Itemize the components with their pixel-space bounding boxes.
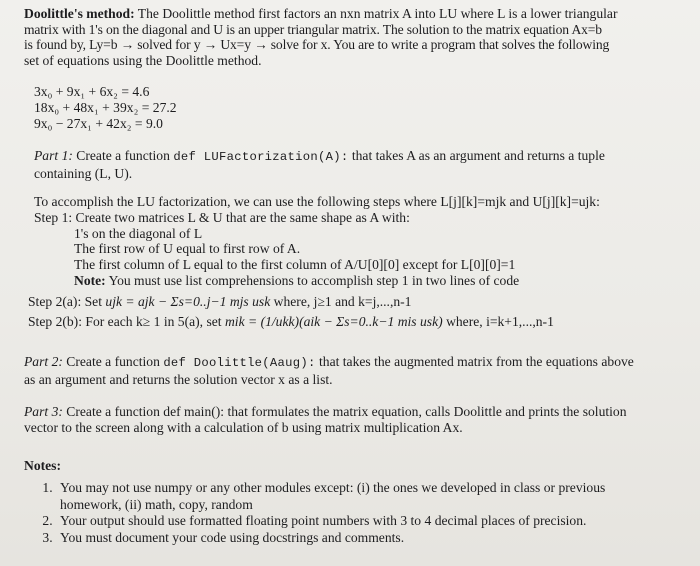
note-text: You must use list comprehensions to accomplish step 1 in two lines of code (108, 272, 520, 288)
part2-paragraph (24, 354, 634, 387)
part2-line-2: as an argument and returns the solution vector x as a list. (24, 371, 333, 387)
part2-code: def Doolittle(Aaug): (163, 356, 316, 370)
part1-label: Part 1: (34, 148, 73, 163)
notes-heading (24, 458, 61, 474)
notes-heading-text: Notes: (24, 458, 61, 473)
equation-system (34, 84, 177, 132)
lu-steps (34, 194, 600, 289)
intro-line-2: matrix with 1's on the diagonal and U is an upper triangular matrix. The solution to the matrix equation Ax=b (24, 21, 602, 37)
step-2a-rest: where, j≥1 and k=j,...,n-1 (273, 294, 412, 309)
notes-list (22, 480, 605, 546)
step-2b-rest: where, i=k+1,...,n-1 (446, 314, 554, 329)
intro-line-4: set of equations using the Doolittle method. (24, 52, 262, 68)
step-2b-label: Step 2(b): For each k≥ 1 in 5(a), set (28, 314, 222, 329)
note-item-1-line-1: 1. You may not use numpy or any other modules except: (i) the ones we developed in class or previous (60, 480, 606, 495)
intro-line-1: The Doolittle method first factors an nxn matrix A into LU where L is a lower triangular (137, 6, 618, 21)
part3-line-2: vector to the screen along with a calculation of b using matrix multiplication Ax. (24, 419, 463, 435)
part3-label: Part 3: (24, 404, 63, 419)
part1-text-b: that takes A as an argument and returns a tuple (351, 148, 605, 163)
intro-line-3: is found by, Ly=b → solved for y → Ux=y → solve for x. You are to write a program that solves the following (24, 37, 610, 52)
intro-paragraph (24, 6, 617, 68)
step-2b (28, 314, 554, 330)
step-2b-formula: mik = (1/ukk)(aik − Σs=0..k−1 mis usk) (224, 314, 443, 329)
part3-paragraph (24, 404, 627, 435)
equation-row: 9x₀ − 27x₁ + 42x₂ = 9.0 (34, 116, 163, 131)
part1-code: def LUFactorization(A): (173, 150, 349, 164)
note-item-1-line-2: homework, (ii) math, copy, random (60, 496, 253, 512)
equation-row: 18x₀ + 48x₁ + 39x₂ = 27.2 (34, 100, 177, 115)
step-1-sub-1: 1's on the diagonal of L (74, 225, 203, 241)
note-item: 3. You must document your code using docstrings and comments. (56, 530, 605, 547)
part3-line-1: Create a function def main(): that formulates the matrix equation, calls Doolittle and prints the solution (66, 404, 627, 419)
equation-row: 3x₀ + 9x₁ + 6x₂ = 4.6 (34, 84, 150, 99)
part2-text-a: Create a function (66, 354, 160, 369)
step-1-sub-2: The first row of U equal to first row of A. (74, 241, 301, 257)
part1-text-a: Create a function (76, 148, 170, 163)
part1-line-2: containing (L, U). (34, 165, 133, 181)
step-2a (28, 294, 411, 310)
note-item: 2. Your output should use formatted floating point numbers with 3 to 4 decimal places of precision. (56, 513, 605, 530)
part2-text-b: that takes the augmented matrix from the equations above (319, 354, 634, 369)
intro-title: Doolittle's method: (24, 6, 135, 21)
note-label: Note: (74, 272, 106, 288)
step-1: Step 1: Create two matrices L & U that are the same shape as A with: (34, 209, 410, 225)
step-2a-label: Step 2(a): Set (28, 294, 102, 309)
note-item (56, 480, 605, 513)
steps-intro: To accomplish the LU factorization, we can use the following steps where L[j][k]=mjk and U[j][k]=ujk: (34, 194, 600, 209)
part1-paragraph (34, 148, 605, 181)
step-2a-formula: ujk = ajk − Σs=0..j−1 mjs usk (105, 294, 271, 309)
part2-label: Part 2: (24, 354, 63, 369)
step-1-sub-3: The first column of L equal to the first column of A/U[0][0] except for L[0][0]=1 (74, 257, 516, 273)
